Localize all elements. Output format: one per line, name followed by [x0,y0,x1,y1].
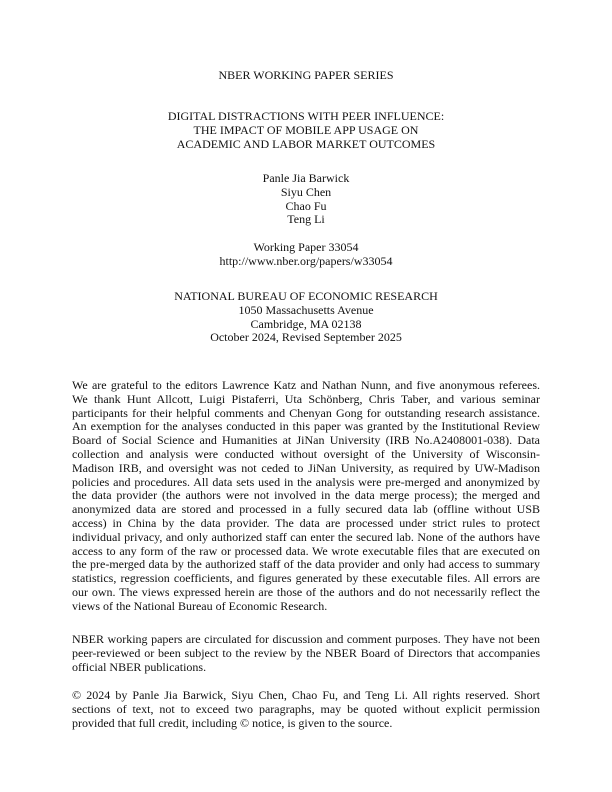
title-line: DIGITAL DISTRACTIONS WITH PEER INFLUENCE: [167,109,445,123]
title-line: ACADEMIC AND LABOR MARKET OUTCOMES [176,136,436,151]
disclaimer-paragraph: NBER working papers are circulated for discussion and comment purposes. They have not been peer-reviewed or been subject to the review by the NBER Board of Directors that accompanies official NBER publications. [72,632,540,674]
author-name: Panle Jia Barwick [262,171,350,185]
publisher-name: NATIONAL BUREAU OF ECONOMIC RESEARCH [174,289,438,303]
publication-date: October 2024, Revised September 2025 [210,330,402,345]
title-line: THE IMPACT OF MOBILE APP USAGE ON [193,122,419,137]
copyright-paragraph: © 2024 by Panle Jia Barwick, Siyu Chen, Chao Fu, and Teng Li. All rights reserved. Short sections of text, not to exceed two paragraphs, may be quoted without explicit permission provided that full credit, including © notice, is given to the source. [72,688,540,730]
paper-title [0,110,612,151]
publisher-street: 1050 Massachusetts Avenue [238,302,374,317]
disclaimer-section [72,633,540,674]
acknowledgments-section [72,379,540,614]
publisher-city: Cambridge, MA 02138 [250,316,362,331]
publisher-block [0,290,612,345]
copyright-section [72,689,540,730]
author-list [0,172,612,227]
author-name: Teng Li [287,212,325,227]
series-header-text: NBER WORKING PAPER SERIES [218,68,394,82]
acknowledgments-paragraph: We are grateful to the editors Lawrence Katz and Nathan Nunn, and five anonymous referees. We thank Hunt Allcott, Luigi Pistaferri, Uta Schönberg, Chris Taber, and various seminar participants for their helpful comments and Chenyan Gong for outstanding research assistance. An exemption for the analyses conducted in this paper was granted by the Institutional Review Board of Social Science and Humanities at JiNan University (IRB No.A2408001-038). Data collection and analysis were conducted without oversight of the University of Wisconsin-Madison IRB, and oversight was not ceded to JiNan University, as required by UW-Madison policies and procedures. All data sets used in the analysis were pre-merged and anonymized by the data provider (the authors were not involved in the data merge process); the merged and anonymized data are stored and processed in a fully secured data lab (offline without USB access) in China by the data provider. The data are processed under strict rules to protect individual privacy, and only authorized staff can enter the secured lab. None of the authors have access to any form of the raw or processed data. We wrote executable files that are executed on the pre-merged data by the authorized staff of the data provider and only had access to summary statistics, regression coefficients, and figures generated by these executable files. All errors are our own. The views expressed herein are those of the authors and do not necessarily reflect the views of the National Bureau of Economic Research. [72,378,540,613]
series-header [0,69,612,83]
author-name: Siyu Chen [280,184,332,199]
author-name: Chao Fu [285,198,327,213]
working-paper-url[interactable]: http://www.nber.org/papers/w33054 [219,253,393,268]
working-paper-info [0,241,612,269]
working-paper-number: Working Paper 33054 [253,240,359,254]
